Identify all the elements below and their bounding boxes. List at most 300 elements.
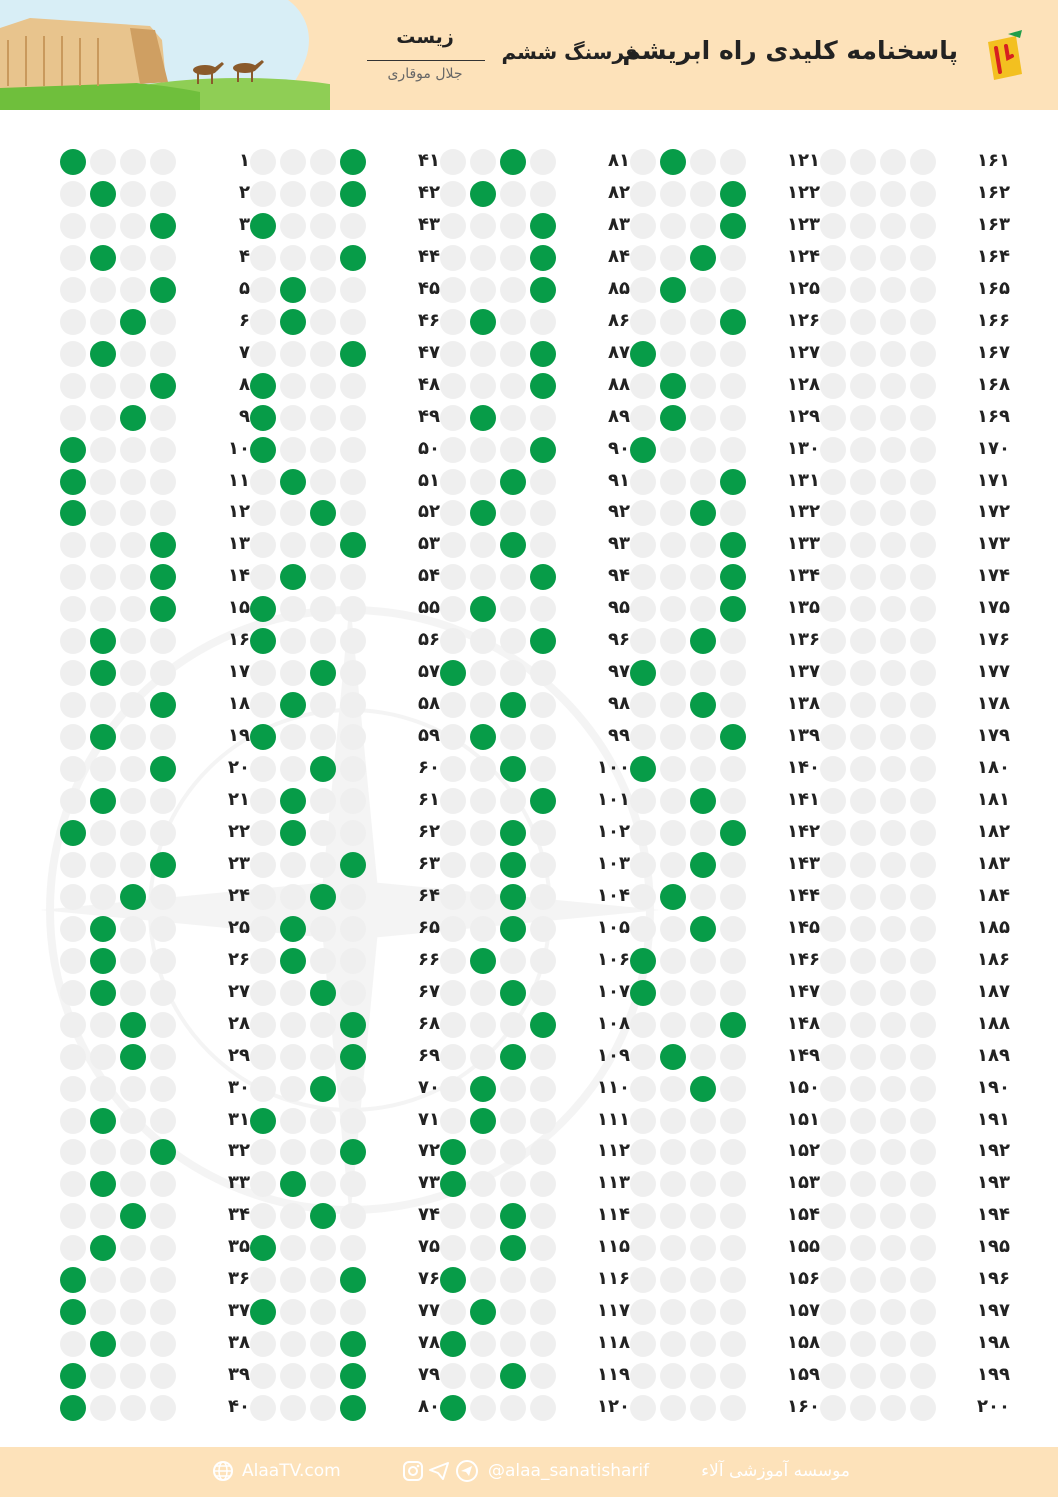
answer-bubble[interactable] <box>910 1395 936 1421</box>
answer-bubble[interactable] <box>850 596 876 622</box>
answer-bubble[interactable] <box>530 596 556 622</box>
answer-bubble-filled[interactable] <box>60 1363 86 1389</box>
answer-bubble-filled[interactable] <box>530 213 556 239</box>
answer-bubble[interactable] <box>470 1044 496 1070</box>
answer-bubble[interactable] <box>660 532 686 558</box>
answer-bubble-filled[interactable] <box>500 916 526 942</box>
answer-bubble[interactable] <box>720 948 746 974</box>
answer-bubble[interactable] <box>500 341 526 367</box>
answer-bubble-filled[interactable] <box>500 1363 526 1389</box>
answer-bubble-filled[interactable] <box>150 756 176 782</box>
answer-bubble[interactable] <box>150 628 176 654</box>
answer-bubble[interactable] <box>280 181 306 207</box>
answer-bubble[interactable] <box>820 1235 846 1261</box>
answer-bubble[interactable] <box>880 724 906 750</box>
answer-bubble[interactable] <box>310 1331 336 1357</box>
answer-bubble[interactable] <box>440 1012 466 1038</box>
answer-bubble[interactable] <box>280 1139 306 1165</box>
answer-bubble[interactable] <box>470 341 496 367</box>
answer-bubble[interactable] <box>660 1076 686 1102</box>
answer-bubble[interactable] <box>720 884 746 910</box>
answer-bubble[interactable] <box>150 916 176 942</box>
answer-bubble-filled[interactable] <box>630 437 656 463</box>
answer-bubble[interactable] <box>910 980 936 1006</box>
answer-bubble[interactable] <box>910 1235 936 1261</box>
answer-bubble[interactable] <box>250 916 276 942</box>
answer-bubble[interactable] <box>150 1331 176 1357</box>
answer-bubble[interactable] <box>340 1108 366 1134</box>
send-icon[interactable] <box>428 1460 450 1482</box>
answer-bubble[interactable] <box>310 437 336 463</box>
answer-bubble[interactable] <box>90 500 116 526</box>
answer-bubble[interactable] <box>90 1076 116 1102</box>
answer-bubble[interactable] <box>440 980 466 1006</box>
answer-bubble[interactable] <box>280 660 306 686</box>
answer-bubble[interactable] <box>720 756 746 782</box>
answer-bubble[interactable] <box>850 245 876 271</box>
answer-bubble[interactable] <box>250 1012 276 1038</box>
answer-bubble-filled[interactable] <box>340 341 366 367</box>
answer-bubble[interactable] <box>630 628 656 654</box>
answer-bubble[interactable] <box>470 788 496 814</box>
answer-bubble[interactable] <box>880 980 906 1006</box>
answer-bubble[interactable] <box>820 980 846 1006</box>
answer-bubble[interactable] <box>250 1331 276 1357</box>
answer-bubble[interactable] <box>880 277 906 303</box>
answer-bubble[interactable] <box>690 1235 716 1261</box>
answer-bubble[interactable] <box>910 820 936 846</box>
answer-bubble[interactable] <box>60 1012 86 1038</box>
answer-bubble[interactable] <box>120 660 146 686</box>
answer-bubble[interactable] <box>910 1012 936 1038</box>
answer-bubble[interactable] <box>150 1108 176 1134</box>
answer-bubble[interactable] <box>60 564 86 590</box>
answer-bubble[interactable] <box>630 1044 656 1070</box>
answer-bubble[interactable] <box>630 1363 656 1389</box>
answer-bubble[interactable] <box>530 500 556 526</box>
answer-bubble[interactable] <box>120 1139 146 1165</box>
answer-bubble[interactable] <box>440 373 466 399</box>
answer-bubble[interactable] <box>820 1203 846 1229</box>
answer-bubble[interactable] <box>470 1012 496 1038</box>
answer-bubble[interactable] <box>440 341 466 367</box>
answer-bubble[interactable] <box>440 500 466 526</box>
answer-bubble[interactable] <box>440 405 466 431</box>
answer-bubble-filled[interactable] <box>500 149 526 175</box>
answer-bubble[interactable] <box>120 948 146 974</box>
answer-bubble[interactable] <box>880 1299 906 1325</box>
answer-bubble[interactable] <box>660 469 686 495</box>
answer-bubble[interactable] <box>690 596 716 622</box>
answer-bubble[interactable] <box>90 277 116 303</box>
answer-bubble[interactable] <box>500 596 526 622</box>
answer-bubble[interactable] <box>910 149 936 175</box>
answer-bubble[interactable] <box>470 1395 496 1421</box>
answer-bubble[interactable] <box>880 437 906 463</box>
answer-bubble[interactable] <box>820 724 846 750</box>
answer-bubble-filled[interactable] <box>440 1267 466 1293</box>
answer-bubble-filled[interactable] <box>120 884 146 910</box>
answer-bubble[interactable] <box>440 309 466 335</box>
answer-bubble[interactable] <box>820 1139 846 1165</box>
answer-bubble[interactable] <box>880 341 906 367</box>
answer-bubble[interactable] <box>310 309 336 335</box>
answer-bubble-filled[interactable] <box>500 1044 526 1070</box>
answer-bubble[interactable] <box>440 596 466 622</box>
answer-bubble-filled[interactable] <box>530 564 556 590</box>
answer-bubble[interactable] <box>60 277 86 303</box>
answer-bubble[interactable] <box>880 1363 906 1389</box>
answer-bubble[interactable] <box>820 1331 846 1357</box>
answer-bubble[interactable] <box>630 692 656 718</box>
answer-bubble[interactable] <box>120 245 146 271</box>
answer-bubble[interactable] <box>150 1267 176 1293</box>
answer-bubble[interactable] <box>530 756 556 782</box>
answer-bubble[interactable] <box>150 980 176 1006</box>
answer-bubble[interactable] <box>820 884 846 910</box>
answer-bubble[interactable] <box>500 1012 526 1038</box>
answer-bubble[interactable] <box>500 309 526 335</box>
answer-bubble[interactable] <box>150 1076 176 1102</box>
answer-bubble[interactable] <box>470 1203 496 1229</box>
answer-bubble[interactable] <box>530 980 556 1006</box>
answer-bubble[interactable] <box>910 596 936 622</box>
answer-bubble-filled[interactable] <box>150 852 176 878</box>
answer-bubble[interactable] <box>880 1331 906 1357</box>
answer-bubble-filled[interactable] <box>720 1012 746 1038</box>
answer-bubble[interactable] <box>340 884 366 910</box>
answer-bubble[interactable] <box>90 852 116 878</box>
answer-bubble[interactable] <box>660 1139 686 1165</box>
answer-bubble-filled[interactable] <box>690 788 716 814</box>
answer-bubble[interactable] <box>340 692 366 718</box>
answer-bubble[interactable] <box>340 1076 366 1102</box>
answer-bubble-filled[interactable] <box>500 820 526 846</box>
answer-bubble[interactable] <box>690 884 716 910</box>
answer-bubble[interactable] <box>470 1267 496 1293</box>
answer-bubble[interactable] <box>280 724 306 750</box>
answer-bubble-filled[interactable] <box>250 213 276 239</box>
answer-bubble-filled[interactable] <box>120 1044 146 1070</box>
answer-bubble[interactable] <box>90 1044 116 1070</box>
answer-bubble[interactable] <box>820 149 846 175</box>
answer-bubble[interactable] <box>880 1395 906 1421</box>
answer-bubble[interactable] <box>880 916 906 942</box>
answer-bubble[interactable] <box>660 596 686 622</box>
answer-bubble[interactable] <box>120 181 146 207</box>
answer-bubble[interactable] <box>150 1171 176 1197</box>
answer-bubble[interactable] <box>910 724 936 750</box>
answer-bubble[interactable] <box>720 980 746 1006</box>
answer-bubble[interactable] <box>820 500 846 526</box>
answer-bubble[interactable] <box>150 405 176 431</box>
answer-bubble-filled[interactable] <box>530 277 556 303</box>
answer-bubble[interactable] <box>690 405 716 431</box>
answer-bubble[interactable] <box>60 660 86 686</box>
answer-bubble[interactable] <box>690 1299 716 1325</box>
answer-bubble[interactable] <box>690 341 716 367</box>
answer-bubble[interactable] <box>440 884 466 910</box>
answer-bubble[interactable] <box>60 1139 86 1165</box>
answer-bubble[interactable] <box>60 692 86 718</box>
answer-bubble[interactable] <box>880 405 906 431</box>
answer-bubble[interactable] <box>660 1331 686 1357</box>
answer-bubble-filled[interactable] <box>120 309 146 335</box>
answer-bubble[interactable] <box>90 1203 116 1229</box>
answer-bubble-filled[interactable] <box>280 692 306 718</box>
answer-bubble-filled[interactable] <box>340 852 366 878</box>
answer-bubble[interactable] <box>850 181 876 207</box>
answer-bubble[interactable] <box>310 405 336 431</box>
answer-bubble[interactable] <box>910 181 936 207</box>
answer-bubble-filled[interactable] <box>720 724 746 750</box>
answer-bubble[interactable] <box>720 692 746 718</box>
answer-bubble[interactable] <box>530 660 556 686</box>
answer-bubble[interactable] <box>910 1267 936 1293</box>
answer-bubble-filled[interactable] <box>630 948 656 974</box>
answer-bubble[interactable] <box>720 1171 746 1197</box>
answer-bubble[interactable] <box>310 1139 336 1165</box>
answer-bubble[interactable] <box>720 1108 746 1134</box>
answer-bubble[interactable] <box>820 341 846 367</box>
answer-bubble[interactable] <box>250 564 276 590</box>
answer-bubble[interactable] <box>280 1235 306 1261</box>
answer-bubble[interactable] <box>120 596 146 622</box>
answer-bubble-filled[interactable] <box>470 1299 496 1325</box>
answer-bubble[interactable] <box>850 788 876 814</box>
answer-bubble[interactable] <box>440 1044 466 1070</box>
answer-bubble[interactable] <box>690 1267 716 1293</box>
answer-bubble[interactable] <box>310 341 336 367</box>
answer-bubble[interactable] <box>660 213 686 239</box>
answer-bubble[interactable] <box>690 469 716 495</box>
answer-bubble[interactable] <box>250 1363 276 1389</box>
answer-bubble[interactable] <box>910 1203 936 1229</box>
answer-bubble[interactable] <box>660 692 686 718</box>
answer-bubble[interactable] <box>250 1395 276 1421</box>
answer-bubble-filled[interactable] <box>150 1139 176 1165</box>
answer-bubble-filled[interactable] <box>90 724 116 750</box>
answer-bubble[interactable] <box>500 948 526 974</box>
answer-bubble[interactable] <box>530 692 556 718</box>
answer-bubble[interactable] <box>440 1076 466 1102</box>
answer-bubble[interactable] <box>500 1108 526 1134</box>
answer-bubble[interactable] <box>690 1395 716 1421</box>
answer-bubble[interactable] <box>60 309 86 335</box>
answer-bubble[interactable] <box>500 1139 526 1165</box>
answer-bubble[interactable] <box>850 852 876 878</box>
answer-bubble[interactable] <box>60 628 86 654</box>
answer-bubble-filled[interactable] <box>340 245 366 271</box>
answer-bubble[interactable] <box>660 341 686 367</box>
answer-bubble[interactable] <box>850 756 876 782</box>
answer-bubble[interactable] <box>910 1171 936 1197</box>
answer-bubble[interactable] <box>90 1267 116 1293</box>
answer-bubble[interactable] <box>720 1395 746 1421</box>
answer-bubble-filled[interactable] <box>440 1171 466 1197</box>
answer-bubble[interactable] <box>250 277 276 303</box>
answer-bubble[interactable] <box>910 309 936 335</box>
answer-bubble[interactable] <box>470 149 496 175</box>
answer-bubble[interactable] <box>60 1108 86 1134</box>
answer-bubble[interactable] <box>340 213 366 239</box>
website-link[interactable]: AlaaTV.com <box>242 1461 341 1481</box>
answer-bubble[interactable] <box>250 245 276 271</box>
answer-bubble[interactable] <box>820 437 846 463</box>
answer-bubble[interactable] <box>150 437 176 463</box>
instagram-icon[interactable] <box>402 1460 424 1482</box>
answer-bubble[interactable] <box>340 277 366 303</box>
answer-bubble[interactable] <box>280 1331 306 1357</box>
answer-bubble[interactable] <box>630 788 656 814</box>
answer-bubble[interactable] <box>530 884 556 910</box>
answer-bubble-filled[interactable] <box>90 660 116 686</box>
answer-bubble[interactable] <box>630 1108 656 1134</box>
answer-bubble[interactable] <box>910 660 936 686</box>
answer-bubble[interactable] <box>690 980 716 1006</box>
answer-bubble[interactable] <box>120 373 146 399</box>
answer-bubble[interactable] <box>150 181 176 207</box>
answer-bubble[interactable] <box>120 341 146 367</box>
answer-bubble[interactable] <box>440 277 466 303</box>
answer-bubble[interactable] <box>250 149 276 175</box>
answer-bubble[interactable] <box>440 1108 466 1134</box>
answer-bubble[interactable] <box>850 628 876 654</box>
answer-bubble[interactable] <box>470 532 496 558</box>
answer-bubble-filled[interactable] <box>720 596 746 622</box>
answer-bubble[interactable] <box>470 852 496 878</box>
answer-bubble[interactable] <box>720 1235 746 1261</box>
answer-bubble[interactable] <box>820 1267 846 1293</box>
answer-bubble-filled[interactable] <box>250 1299 276 1325</box>
answer-bubble[interactable] <box>150 1203 176 1229</box>
answer-bubble[interactable] <box>280 532 306 558</box>
answer-bubble[interactable] <box>120 277 146 303</box>
answer-bubble[interactable] <box>880 788 906 814</box>
answer-bubble[interactable] <box>90 596 116 622</box>
answer-bubble[interactable] <box>250 1076 276 1102</box>
answer-bubble[interactable] <box>280 1012 306 1038</box>
answer-bubble[interactable] <box>660 564 686 590</box>
answer-bubble[interactable] <box>910 1363 936 1389</box>
answer-bubble[interactable] <box>120 1299 146 1325</box>
answer-bubble-filled[interactable] <box>280 820 306 846</box>
answer-bubble[interactable] <box>850 724 876 750</box>
answer-bubble[interactable] <box>280 628 306 654</box>
answer-bubble[interactable] <box>280 1267 306 1293</box>
answer-bubble[interactable] <box>690 1012 716 1038</box>
answer-bubble-filled[interactable] <box>250 405 276 431</box>
answer-bubble[interactable] <box>280 373 306 399</box>
answer-bubble[interactable] <box>720 405 746 431</box>
answer-bubble[interactable] <box>440 1235 466 1261</box>
answer-bubble[interactable] <box>910 628 936 654</box>
answer-bubble[interactable] <box>500 277 526 303</box>
answer-bubble[interactable] <box>660 724 686 750</box>
answer-bubble[interactable] <box>910 437 936 463</box>
answer-bubble[interactable] <box>310 628 336 654</box>
answer-bubble[interactable] <box>60 341 86 367</box>
answer-bubble[interactable] <box>720 1267 746 1293</box>
answer-bubble[interactable] <box>470 1363 496 1389</box>
answer-bubble[interactable] <box>470 1139 496 1165</box>
answer-bubble-filled[interactable] <box>150 532 176 558</box>
answer-bubble[interactable] <box>720 149 746 175</box>
answer-bubble[interactable] <box>150 724 176 750</box>
answer-bubble[interactable] <box>150 309 176 335</box>
answer-bubble[interactable] <box>850 500 876 526</box>
answer-bubble[interactable] <box>340 1235 366 1261</box>
answer-bubble-filled[interactable] <box>630 660 656 686</box>
answer-bubble[interactable] <box>150 788 176 814</box>
answer-bubble[interactable] <box>690 1139 716 1165</box>
answer-bubble[interactable] <box>440 788 466 814</box>
answer-bubble[interactable] <box>820 1299 846 1325</box>
answer-bubble[interactable] <box>250 532 276 558</box>
answer-bubble[interactable] <box>150 500 176 526</box>
answer-bubble[interactable] <box>120 916 146 942</box>
answer-bubble[interactable] <box>850 1299 876 1325</box>
answer-bubble[interactable] <box>440 181 466 207</box>
answer-bubble[interactable] <box>910 564 936 590</box>
answer-bubble[interactable] <box>150 1299 176 1325</box>
answer-bubble[interactable] <box>630 245 656 271</box>
answer-bubble[interactable] <box>690 756 716 782</box>
answer-bubble[interactable] <box>850 1267 876 1293</box>
answer-bubble-filled[interactable] <box>280 469 306 495</box>
answer-bubble[interactable] <box>660 980 686 1006</box>
answer-bubble[interactable] <box>250 1139 276 1165</box>
answer-bubble-filled[interactable] <box>470 405 496 431</box>
answer-bubble[interactable] <box>530 1395 556 1421</box>
answer-bubble[interactable] <box>530 532 556 558</box>
answer-bubble[interactable] <box>910 916 936 942</box>
answer-bubble[interactable] <box>310 277 336 303</box>
answer-bubble[interactable] <box>340 1299 366 1325</box>
answer-bubble[interactable] <box>150 1012 176 1038</box>
answer-bubble[interactable] <box>120 1363 146 1389</box>
answer-bubble[interactable] <box>250 309 276 335</box>
answer-bubble[interactable] <box>880 692 906 718</box>
answer-bubble[interactable] <box>850 692 876 718</box>
answer-bubble[interactable] <box>90 213 116 239</box>
answer-bubble[interactable] <box>440 1363 466 1389</box>
answer-bubble[interactable] <box>820 564 846 590</box>
answer-bubble[interactable] <box>470 373 496 399</box>
answer-bubble[interactable] <box>850 884 876 910</box>
answer-bubble[interactable] <box>440 1299 466 1325</box>
answer-bubble[interactable] <box>280 1076 306 1102</box>
answer-bubble-filled[interactable] <box>500 469 526 495</box>
answer-bubble[interactable] <box>880 564 906 590</box>
answer-bubble-filled[interactable] <box>250 437 276 463</box>
answer-bubble[interactable] <box>690 820 716 846</box>
answer-bubble[interactable] <box>280 405 306 431</box>
answer-bubble[interactable] <box>910 405 936 431</box>
answer-bubble[interactable] <box>910 788 936 814</box>
answer-bubble-filled[interactable] <box>470 500 496 526</box>
answer-bubble[interactable] <box>820 1171 846 1197</box>
answer-bubble-filled[interactable] <box>90 980 116 1006</box>
answer-bubble[interactable] <box>250 980 276 1006</box>
answer-bubble[interactable] <box>690 1331 716 1357</box>
answer-bubble[interactable] <box>690 213 716 239</box>
answer-bubble[interactable] <box>690 532 716 558</box>
answer-bubble[interactable] <box>150 149 176 175</box>
answer-bubble-filled[interactable] <box>310 980 336 1006</box>
answer-bubble[interactable] <box>820 660 846 686</box>
answer-bubble[interactable] <box>440 756 466 782</box>
